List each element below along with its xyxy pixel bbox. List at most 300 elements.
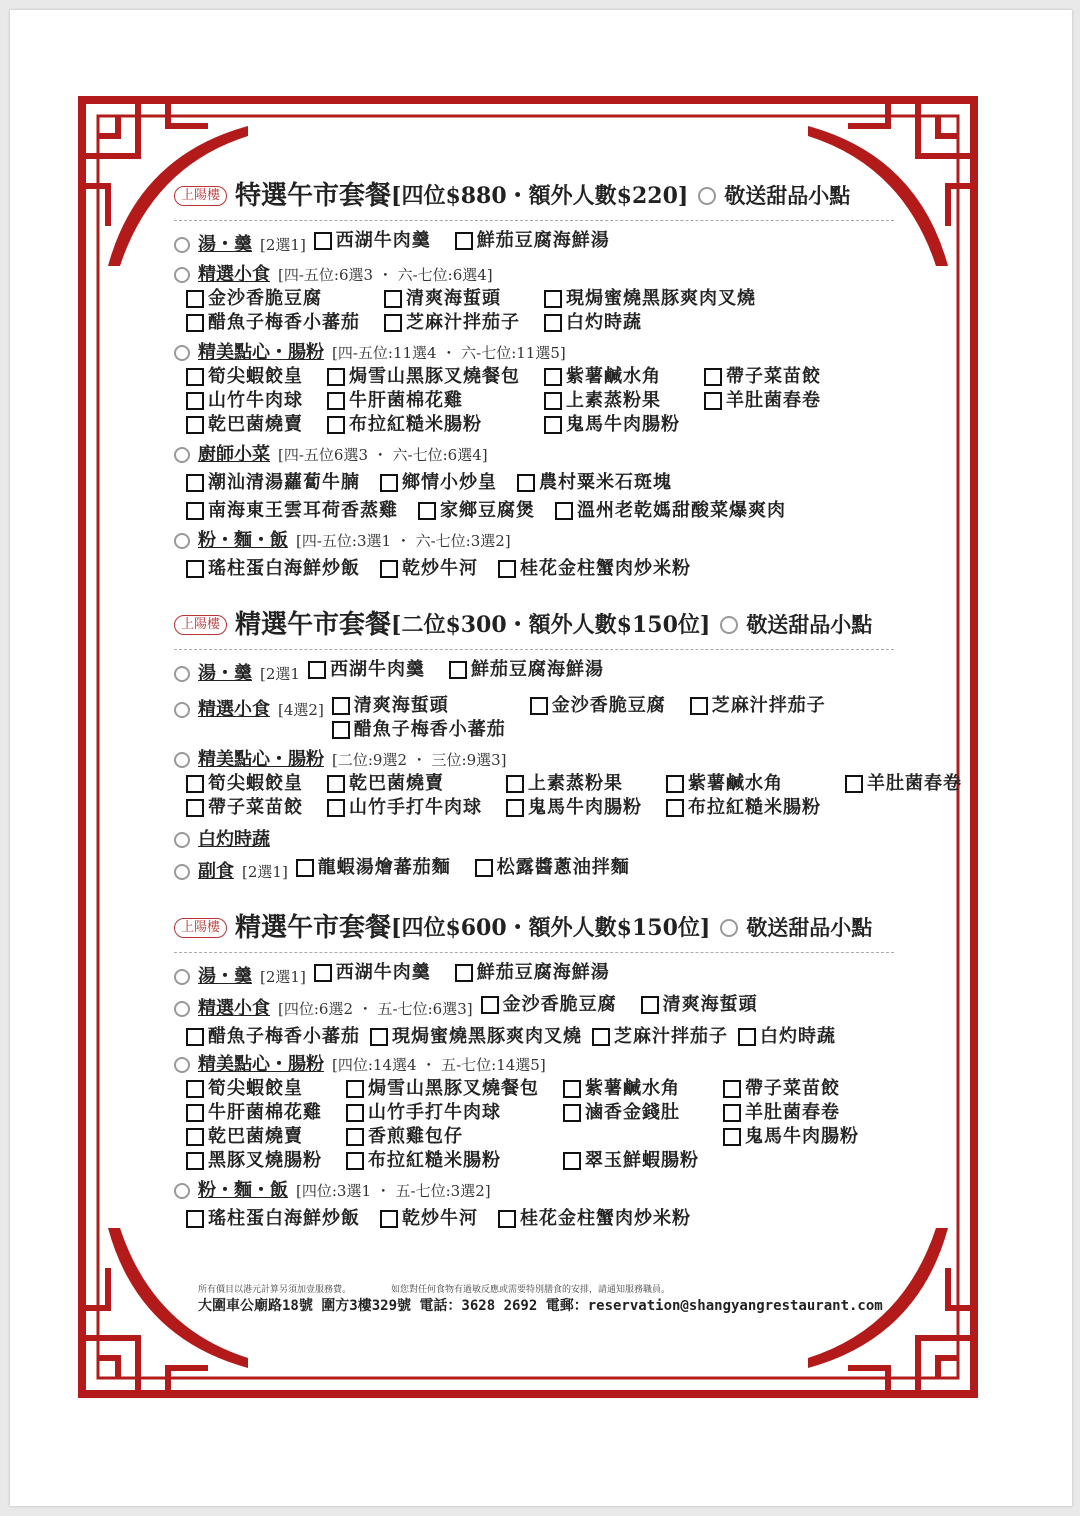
option-label: 桂花金柱蟹肉炒米粉 [520,1208,691,1229]
checkbox[interactable] [186,474,204,492]
option-column [346,1077,539,1173]
menu-option[interactable] [544,311,756,335]
option-label: 上素蒸粉果 [566,390,661,411]
menu-option[interactable] [186,499,398,523]
option-label: 山竹牛肉球 [208,390,303,411]
footer [198,1282,918,1315]
set-name: 精選午市套餐 [235,913,392,943]
option-label: 翠玉鮮蝦腸粉 [585,1150,699,1171]
menu-option[interactable] [186,1125,322,1149]
section-name: 白灼時蔬 [198,829,270,850]
bullet-icon [720,616,738,634]
section-options [314,961,634,985]
option-column [186,365,303,437]
option-label: 帶子菜苗餃 [208,797,303,818]
checkbox[interactable] [690,697,708,715]
checkbox[interactable] [346,1080,364,1098]
checkbox[interactable] [327,392,345,410]
menu-option[interactable] [186,557,360,581]
option-column [544,287,756,335]
menu-section [174,961,934,989]
checkbox[interactable] [380,474,398,492]
checkbox[interactable] [186,560,204,578]
option-column [704,365,821,437]
menu-option[interactable] [845,772,962,796]
menu-option[interactable] [327,365,520,389]
checkbox[interactable] [544,392,562,410]
section-rule: [4選2] [278,701,324,719]
section-heading [174,997,481,1021]
checkbox[interactable] [563,1104,581,1122]
checkbox[interactable] [186,799,204,817]
option-column [723,1077,859,1173]
bullet-icon [174,702,190,718]
menu-option[interactable] [666,772,821,796]
menu-option[interactable] [475,856,630,880]
bullet-icon [174,1001,190,1017]
section-options [186,1025,934,1049]
section-options [308,658,628,682]
menu-option[interactable] [186,796,303,820]
option-label: 香煎雞包仔 [368,1126,463,1147]
checkbox[interactable] [498,1210,516,1228]
option-label: 現焗蜜燒黑豚爽肉叉燒 [392,1026,582,1047]
section-heading [174,662,308,686]
menu-option[interactable] [384,287,520,311]
option-column [308,658,425,682]
section-heading [174,698,332,722]
menu-option[interactable] [327,413,520,437]
checkbox[interactable] [296,859,314,877]
checkbox[interactable] [186,314,204,332]
option-label: 布拉紅糙米腸粉 [688,797,821,818]
option-label: 焗雪山黑豚叉燒餐包 [368,1078,539,1099]
option-label: 芝麻汁拌茄子 [406,312,520,333]
section-name: 湯・羹 [198,234,252,255]
option-column [449,658,604,682]
checkbox[interactable] [563,1080,581,1098]
menu-option[interactable] [186,287,360,311]
checkbox[interactable] [327,775,345,793]
section-name: 精美點心・腸粉 [198,342,324,363]
menu-section [174,229,934,257]
checkbox[interactable] [506,775,524,793]
option-label: 南海東王雲耳荷香蒸雞 [208,500,398,521]
set-price: [二位$300・額外人數$150位] [391,612,711,638]
menu-option[interactable] [544,389,680,413]
checkbox[interactable] [186,392,204,410]
checkbox[interactable] [332,721,350,739]
checkbox[interactable] [384,290,402,308]
menu-option[interactable] [186,365,303,389]
menu-option[interactable] [186,772,303,796]
checkbox[interactable] [723,1080,741,1098]
option-label: 桂花金柱蟹肉炒米粉 [520,558,691,579]
checkbox[interactable] [332,697,350,715]
option-column [332,694,506,742]
checkbox[interactable] [186,502,204,520]
menu-option[interactable] [186,311,360,335]
bullet-icon [174,752,190,768]
option-label: 山竹手打牛肉球 [349,797,482,818]
menu-option[interactable] [327,389,520,413]
section-name: 精選小食 [198,264,270,285]
checkbox[interactable] [380,1210,398,1228]
menu-option[interactable] [506,796,642,820]
option-label: 鬼馬牛肉腸粉 [566,414,680,435]
menu-option[interactable] [314,229,431,253]
option-label: 鄉情小炒皇 [402,472,497,493]
checkbox[interactable] [563,1152,581,1170]
checkbox[interactable] [186,1128,204,1146]
option-column [544,365,680,437]
menu-option[interactable] [704,365,821,389]
option-column [506,772,642,820]
section-rule: [四-五位:3選1 ・ 六-七位:3選2] [296,532,511,550]
checkbox[interactable] [346,1152,364,1170]
set-name: 精選午市套餐 [235,610,392,640]
section-options [186,499,934,523]
option-label: 筍尖蝦餃皇 [208,1078,303,1099]
checkbox[interactable] [186,1210,204,1228]
menu-option[interactable] [563,1077,699,1101]
menu-option[interactable] [380,557,478,581]
option-label: 金沙香脆豆腐 [208,288,322,309]
option-label: 潮汕清湯蘿蔔牛腩 [208,472,360,493]
menu-option[interactable] [690,694,826,718]
checkbox[interactable] [314,964,332,982]
menu-option[interactable] [370,1025,582,1049]
option-label: 乾炒牛河 [402,558,478,579]
option-column [563,1077,699,1173]
option-column [314,229,431,253]
section-rule: [2選1] [260,968,306,986]
section-options [186,287,934,335]
menu-option[interactable] [555,499,786,523]
menu-option[interactable] [186,413,303,437]
section-name: 粉・麵・飯 [198,1180,288,1201]
checkbox[interactable] [475,859,493,877]
option-label: 鮮茄豆腐海鮮湯 [476,962,610,983]
checkbox[interactable] [370,1028,388,1046]
bullet-icon [174,345,190,361]
menu-section [174,1179,934,1231]
checkbox[interactable] [544,314,562,332]
checkbox[interactable] [449,661,467,679]
option-column [186,772,303,820]
menu-option[interactable] [186,389,303,413]
option-label: 瑤柱蛋白海鮮炒飯 [208,558,360,579]
divider [174,216,894,221]
checkbox[interactable] [641,996,659,1014]
menu-option[interactable] [498,1207,691,1231]
menu-option[interactable] [332,694,506,718]
option-label: 乾巴菌燒賣 [208,414,303,435]
option-label: 黑豚叉燒腸粉 [208,1150,322,1171]
menu-section [174,694,934,742]
section-rule: [四位:6選2 ・ 五-七位:6選3] [278,1000,473,1018]
menu-option[interactable] [308,658,425,682]
section-rule: [四位:14選4 ・ 五-七位:14選5] [332,1056,546,1074]
checkbox[interactable] [544,290,562,308]
option-label: 白灼時蔬 [760,1026,836,1047]
option-column [845,772,962,820]
section-rule: [四-五位6選3 ・ 六-七位:6選4] [278,446,488,464]
menu-option[interactable] [641,993,758,1017]
option-label: 現焗蜜燒黑豚爽肉叉燒 [566,288,756,309]
checkbox[interactable] [346,1128,364,1146]
checkbox[interactable] [517,474,535,492]
checkbox[interactable] [327,416,345,434]
option-label: 乾巴菌燒賣 [349,773,444,794]
section-name: 精美點心・腸粉 [198,749,324,770]
menu-option[interactable] [666,796,821,820]
checkbox[interactable] [704,368,722,386]
section-heading [174,828,286,852]
checkbox[interactable] [327,799,345,817]
menu-option[interactable] [332,718,506,742]
section-heading [174,443,934,467]
menu-option[interactable] [327,796,482,820]
option-column [327,772,482,820]
checkbox[interactable] [498,560,516,578]
checkbox[interactable] [455,964,473,982]
menu-sheet [10,10,1072,1506]
checkbox[interactable] [506,799,524,817]
checkbox[interactable] [666,775,684,793]
restaurant-badge: 上陽樓 [174,186,227,206]
footer-note-right: 如您對任何食物有過敏反應或需要特別膳食的安排，請通知服務職員。 [391,1285,671,1295]
checkbox[interactable] [455,232,473,250]
menu-set [174,178,934,581]
menu-option[interactable] [455,229,610,253]
section-heading [174,263,934,287]
menu-option[interactable] [506,772,642,796]
checkbox[interactable] [186,1080,204,1098]
section-row [174,993,934,1021]
checkbox[interactable] [186,775,204,793]
option-label: 羊肚菌春卷 [867,773,962,794]
option-column [314,961,431,985]
option-label: 滷香金錢肚 [585,1102,680,1123]
menu-option[interactable] [481,993,617,1017]
option-column [327,365,520,437]
option-label: 清爽海蜇頭 [353,695,449,716]
menu-option[interactable] [346,1125,539,1149]
section-options [186,365,934,437]
checkbox[interactable] [723,1104,741,1122]
menu-section [174,443,934,523]
option-label: 家鄉豆腐煲 [440,500,535,521]
menu-option[interactable] [704,389,821,413]
menu-option[interactable] [384,311,520,335]
menu-set [174,910,934,1231]
menu-option[interactable] [346,1149,539,1173]
menu-option[interactable] [186,1149,322,1173]
bullet-icon [174,237,190,253]
section-rule: [四-五位:11選4 ・ 六-七位:11選5] [332,344,566,362]
option-label: 筍尖蝦餃皇 [208,366,303,387]
checkbox[interactable] [704,392,722,410]
menu-option[interactable] [723,1077,859,1101]
checkbox[interactable] [308,661,326,679]
option-label: 紫薯鹹水角 [566,366,661,387]
option-label: 溫州老乾媽甜酸菜爆爽肉 [577,500,786,521]
option-label: 紫薯鹹水角 [688,773,783,794]
footer-note-left: 所有價目以港元計算另須加壹服務費。 [198,1285,352,1295]
checkbox[interactable] [384,314,402,332]
checkbox[interactable] [186,1104,204,1122]
bullet-icon [174,447,190,463]
section-rule: [四位:3選1 ・ 五-七位:3選2] [296,1182,491,1200]
checkbox[interactable] [186,416,204,434]
menu-option[interactable] [186,1101,322,1125]
option-label: 鬼馬牛肉腸粉 [528,797,642,818]
menu-option[interactable] [563,1101,699,1125]
menu-section [174,748,962,820]
option-label: 乾巴菌燒賣 [208,1126,303,1147]
section-heading [174,341,934,365]
option-label: 布拉紅糙米腸粉 [368,1150,501,1171]
checkbox[interactable] [592,1028,610,1046]
option-label: 金沙香脆豆腐 [502,994,617,1015]
option-label: 白灼時蔬 [566,312,642,333]
option-label: 紫薯鹹水角 [585,1078,680,1099]
checkbox[interactable] [346,1104,364,1122]
section-name: 副食 [198,861,234,882]
menu-option[interactable] [544,287,756,311]
section-options [186,1077,934,1173]
menu-option[interactable] [723,1101,859,1125]
checkbox[interactable] [555,502,573,520]
section-heading [174,748,934,772]
restaurant-badge: 上陽樓 [174,918,227,938]
section-rule: [四-五位:6選3 ・ 六-七位:6選4] [278,266,493,284]
menu-option[interactable] [738,1025,836,1049]
section-options [481,993,782,1017]
menu-option[interactable] [186,1207,360,1231]
bullet-icon [698,187,716,205]
checkbox[interactable] [327,368,345,386]
menu-option[interactable] [186,1077,322,1101]
checkbox[interactable] [186,1028,204,1046]
checkbox[interactable] [845,775,863,793]
checkbox[interactable] [530,697,548,715]
menu-option[interactable] [380,471,497,495]
option-label: 鮮茄豆腐海鮮湯 [476,230,610,251]
menu-option[interactable] [418,499,535,523]
section-row [174,694,934,742]
section-rule: [2選1 [260,665,300,683]
menu-option[interactable] [186,1025,360,1049]
option-label: 乾炒牛河 [402,1208,478,1229]
section-heading [174,233,314,257]
section-heading [174,965,314,989]
restaurant-badge: 上陽樓 [174,615,227,635]
menu-option[interactable] [186,471,360,495]
menu-option[interactable] [563,1149,699,1173]
option-label: 農村粟米石斑塊 [539,472,672,493]
checkbox[interactable] [544,416,562,434]
menu-option[interactable] [544,365,680,389]
set-price: [四位$600・額外人數$150位] [391,915,711,941]
menu-option[interactable] [346,1101,539,1125]
menu-option[interactable] [592,1025,728,1049]
divider [174,948,894,953]
section-options [332,694,850,742]
section-name: 精選小食 [198,998,270,1019]
checkbox[interactable] [481,996,499,1014]
menu-option[interactable] [455,961,610,985]
checkbox[interactable] [186,368,204,386]
checkbox[interactable] [314,232,332,250]
option-label: 帶子菜苗餃 [726,366,821,387]
option-column [455,961,610,985]
bullet-icon [174,864,190,880]
option-label: 牛肝菌棉花雞 [349,390,463,411]
checkbox[interactable] [380,560,398,578]
menu-option[interactable] [346,1077,539,1101]
section-name: 精美點心・腸粉 [198,1054,324,1075]
menu-option[interactable] [296,856,451,880]
section-name: 廚師小菜 [198,444,270,465]
checkbox[interactable] [186,290,204,308]
menu-option[interactable] [544,413,680,437]
menu-section [174,856,934,884]
bullet-icon [174,533,190,549]
option-label: 醋魚子梅香小蕃茄 [353,719,506,740]
option-column [530,694,666,742]
section-name: 精選小食 [198,699,270,720]
option-column [475,856,630,880]
set-title [174,910,934,946]
menu-section [174,993,934,1049]
set-title [174,607,934,643]
option-label: 清爽海蜇頭 [662,994,758,1015]
set-note: 敬送甜品小點 [746,612,873,637]
menu-option[interactable] [498,557,691,581]
menu-content [174,178,962,1231]
section-rule: [2選1] [260,236,306,254]
menu-option[interactable] [530,694,666,718]
section-name: 湯・羹 [198,966,252,987]
menu-option[interactable] [380,1207,478,1231]
footer-contact: 大圍車公廟路18號 圍方3樓329號 電話：3628 2692 電郵：reservation@shangyangrestaurant.com [198,1298,883,1314]
section-heading [174,529,934,553]
menu-option[interactable] [449,658,604,682]
menu-option[interactable] [517,471,672,495]
checkbox[interactable] [666,799,684,817]
bullet-icon [174,666,190,682]
section-options [186,772,962,820]
option-label: 芝麻汁拌茄子 [614,1026,728,1047]
checkbox[interactable] [738,1028,756,1046]
bullet-icon [720,919,738,937]
option-label: 羊肚菌春卷 [745,1102,840,1123]
option-label: 羊肚菌春卷 [726,390,821,411]
checkbox[interactable] [186,1152,204,1170]
option-label: 龍蝦湯燴蕃茄麵 [317,857,451,878]
checkbox[interactable] [418,502,436,520]
bullet-icon [174,1057,190,1073]
checkbox[interactable] [544,368,562,386]
set-note: 敬送甜品小點 [746,915,873,940]
menu-option[interactable] [314,961,431,985]
menu-option[interactable] [723,1125,859,1149]
menu-option[interactable] [327,772,482,796]
checkbox[interactable] [723,1128,741,1146]
option-label: 布拉紅糙米腸粉 [349,414,482,435]
